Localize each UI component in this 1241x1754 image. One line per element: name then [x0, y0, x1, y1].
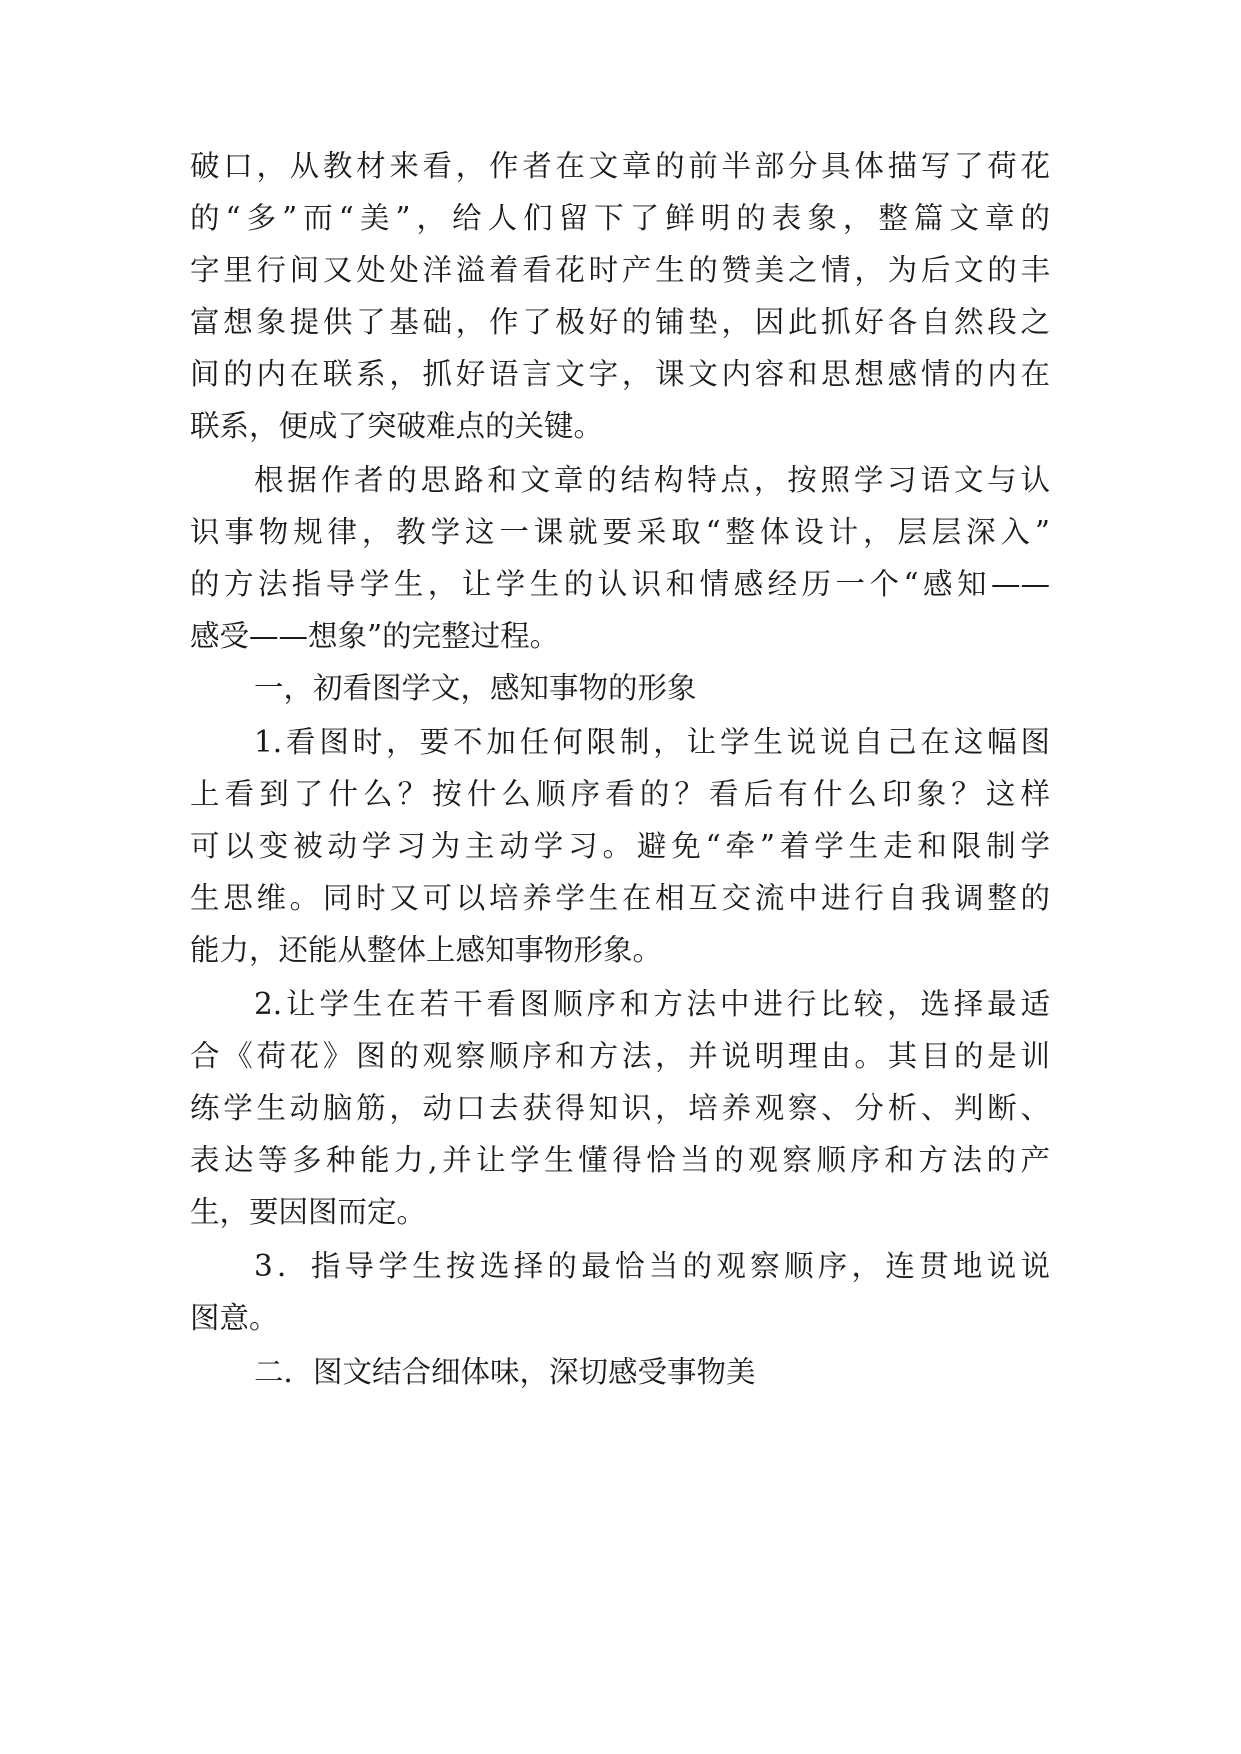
paragraph-2-line-3: 的方法指导学生，让学生的认识和情感经历一个“感知—— — [190, 567, 1050, 601]
paragraph-1-line-4: 富想象提供了基础，作了极好的铺垫，因此抓好各自然段之 — [190, 305, 1050, 339]
item-2-line-3: 练学生动脑筋，动口去获得知识，培养观察、分析、判断、 — [190, 1091, 1050, 1125]
item-3-line-2: 图意。 — [190, 1301, 279, 1335]
item-2-line-2: 合《荷花》图的观察顺序和方法，并说明理由。其目的是训 — [190, 1039, 1050, 1073]
item-2-line-5: 生，要因图而定。 — [190, 1195, 427, 1229]
item-1-line-3: 可以变被动学习为主动学习。避免“牵”着学生走和限制学 — [190, 829, 1050, 863]
section-heading-2: 二．图文结合细体味，深切感受事物美 — [254, 1355, 756, 1389]
paragraph-1-line-6: 联系，便成了突破难点的关键。 — [190, 409, 604, 443]
paragraph-1-line-3: 字里行间又处处洋溢着看花时产生的赞美之情，为后文的丰 — [190, 253, 1050, 287]
paragraph-2-line-4: 感受——想象”的完整过程。 — [190, 619, 560, 653]
item-1-line-2: 上看到了什么？按什么顺序看的？看后有什么印象？这样 — [190, 777, 1050, 811]
item-2-line-4: 表达等多种能力,并让学生懂得恰当的观察顺序和方法的产 — [190, 1143, 1050, 1177]
section-heading-1: 一，初看图学文，感知事物的形象 — [254, 671, 697, 705]
paragraph-2-line-1: 根据作者的思路和文章的结构特点，按照学习语文与认 — [254, 463, 1050, 497]
paragraph-1-line-2: 的“多”而“美”，给人们留下了鲜明的表象，整篇文章的 — [190, 201, 1050, 235]
item-1-line-1: 1.看图时，要不加任何限制，让学生说说自己在这幅图 — [254, 725, 1050, 759]
paragraph-1-line-1: 破口，从教材来看，作者在文章的前半部分具体描写了荷花 — [190, 149, 1050, 183]
item-2-line-1: 2.让学生在若干看图顺序和方法中进行比较，选择最适 — [254, 987, 1050, 1021]
paragraph-1-line-5: 间的内在联系，抓好语言文字，课文内容和思想感情的内在 — [190, 357, 1050, 391]
item-1-line-5: 能力，还能从整体上感知事物形象。 — [190, 933, 663, 967]
item-1-line-4: 生思维。同时又可以培养学生在相互交流中进行自我调整的 — [190, 881, 1050, 915]
item-3-line-1: 3．指导学生按选择的最恰当的观察顺序，连贯地说说 — [254, 1249, 1050, 1283]
paragraph-2-line-2: 识事物规律，教学这一课就要采取“整体设计，层层深入” — [190, 515, 1050, 549]
